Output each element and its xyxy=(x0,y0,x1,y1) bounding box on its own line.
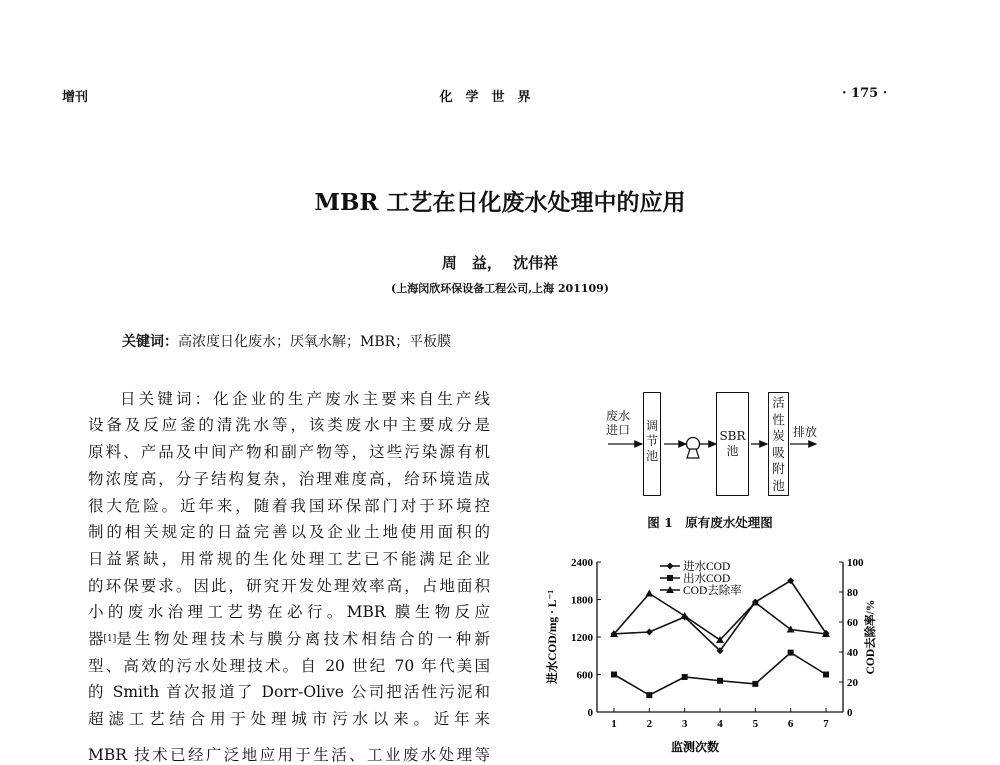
x-tick-label: 1 xyxy=(611,718,617,730)
y-right-tick-label: 20 xyxy=(847,677,858,689)
y-right-tick-label: 80 xyxy=(847,587,858,599)
y-right-tick-label: 40 xyxy=(847,647,858,659)
body-line: 的环保要求。因此，研究开发处理效率高，占地面积 xyxy=(88,577,490,595)
x-tick-label: 4 xyxy=(717,718,723,730)
diagram-arrows xyxy=(590,385,830,510)
data-point-diamond xyxy=(667,563,674,570)
y-right-tick-label: 0 xyxy=(847,707,853,719)
legend-label: 进水COD xyxy=(683,561,731,573)
keywords-value: 高浓度日化废水；厌氧水解；MBR；平板膜 xyxy=(178,334,452,350)
y-right-axis-label: COD去除率/% xyxy=(865,599,877,675)
activated-carbon-tank: 活性炭吸附池 xyxy=(768,392,789,496)
data-point-square xyxy=(682,674,688,680)
body-line: 小的废水治理工艺势在必行。MBR 膜生物反应 xyxy=(88,603,490,621)
affiliation: (上海闵欣环保设备工程公司,上海 201109) xyxy=(391,282,609,295)
body-line: 制的相关规定的日益完善以及企业土地使用面积的 xyxy=(88,523,490,541)
regulating-tank: 调节池 xyxy=(643,392,661,496)
body-line-prefix: 器 xyxy=(88,630,104,648)
y-tick-label: 1200 xyxy=(571,632,593,644)
y-axis-label: 进水COD/mg · L⁻¹ xyxy=(547,590,559,684)
pump-icon xyxy=(687,438,700,459)
y-tick-label: 1800 xyxy=(571,594,593,607)
x-tick-label: 3 xyxy=(681,718,688,730)
data-point-square xyxy=(646,692,652,698)
body-line: 原料、产品及中间产物和副产物等，这些污染源有机 xyxy=(88,443,490,461)
data-point-square xyxy=(823,672,829,678)
y-tick-label: 0 xyxy=(587,707,593,719)
journal-issue-label: 增刊 xyxy=(62,90,89,105)
data-point-square xyxy=(717,678,723,684)
body-line: 超滤工艺结合用于处理城市污水以来。近年来 xyxy=(88,710,490,728)
sbr-tank: SBR池 xyxy=(716,392,749,496)
body-line: 物浓度高，分子结构复杂，治理难度高，给环境造成 xyxy=(88,470,490,488)
body-line: 日益紧缺，用常规的生化处理工艺已不能满足企业 xyxy=(88,550,490,568)
data-point-square xyxy=(788,650,794,656)
authors: 周 益， 沈伟祥 xyxy=(441,254,559,272)
x-tick-label: 6 xyxy=(787,718,794,730)
data-point-diamond xyxy=(646,629,653,636)
x-tick-label: 7 xyxy=(823,718,829,730)
legend-label: 出水COD xyxy=(683,573,731,585)
data-point-square xyxy=(752,681,758,687)
inlet-label: 废水进口 xyxy=(606,409,631,437)
body-line-rest: 是生物处理技术与膜分离技术相结合的一种新 xyxy=(116,630,490,648)
keywords-label: 关键词： xyxy=(122,334,178,350)
data-point-triangle xyxy=(681,612,689,619)
body-line: 型、高效的污水处理技术。自 20 世纪 70 年代美国 xyxy=(88,657,490,675)
data-point-square xyxy=(611,672,617,678)
y-right-tick-label: 60 xyxy=(847,617,858,629)
figure-1-caption: 图 1 原有废水处理图 xyxy=(647,515,773,530)
journal-name: 化 学 世 界 xyxy=(439,90,531,105)
keywords xyxy=(122,331,451,351)
y-right-tick-label: 100 xyxy=(847,557,864,569)
body-line: 设备及反应釜的清洗水等，该类废水中主要成分是 xyxy=(88,416,490,434)
data-point-triangle xyxy=(645,590,653,597)
y-tick-label: 600 xyxy=(576,669,593,682)
series-line-2 xyxy=(614,653,826,696)
x-axis-label: 监测次数 xyxy=(670,740,720,754)
body-line: 的 Smith 首次报道了 Dorr-Olive 公司把活性污泥和 xyxy=(88,683,490,701)
x-tick-label: 5 xyxy=(752,718,759,730)
x-tick-label: 2 xyxy=(646,718,653,730)
body-line: MBR 技术已经广泛地应用于生活、工业废水处理等 xyxy=(88,746,490,764)
data-point-square xyxy=(667,575,673,581)
series-line-3 xyxy=(614,594,826,641)
y-tick-label: 2400 xyxy=(571,557,593,569)
body-line: 日关键词：化企业的生产废水主要来自生产线 xyxy=(120,390,490,408)
citation[interactable]: [1] xyxy=(103,634,117,644)
body-line xyxy=(88,629,490,649)
page-number: · 175 · xyxy=(842,86,888,101)
outlet-label: 排放 xyxy=(793,425,818,439)
article-title: MBR 工艺在日化废水处理中的应用 xyxy=(314,189,686,216)
legend-label: COD去除率 xyxy=(683,585,742,597)
cod-chart xyxy=(520,545,880,760)
body-line: 很大危险。近年来，随着我国环保部门对于环境控 xyxy=(88,497,490,515)
